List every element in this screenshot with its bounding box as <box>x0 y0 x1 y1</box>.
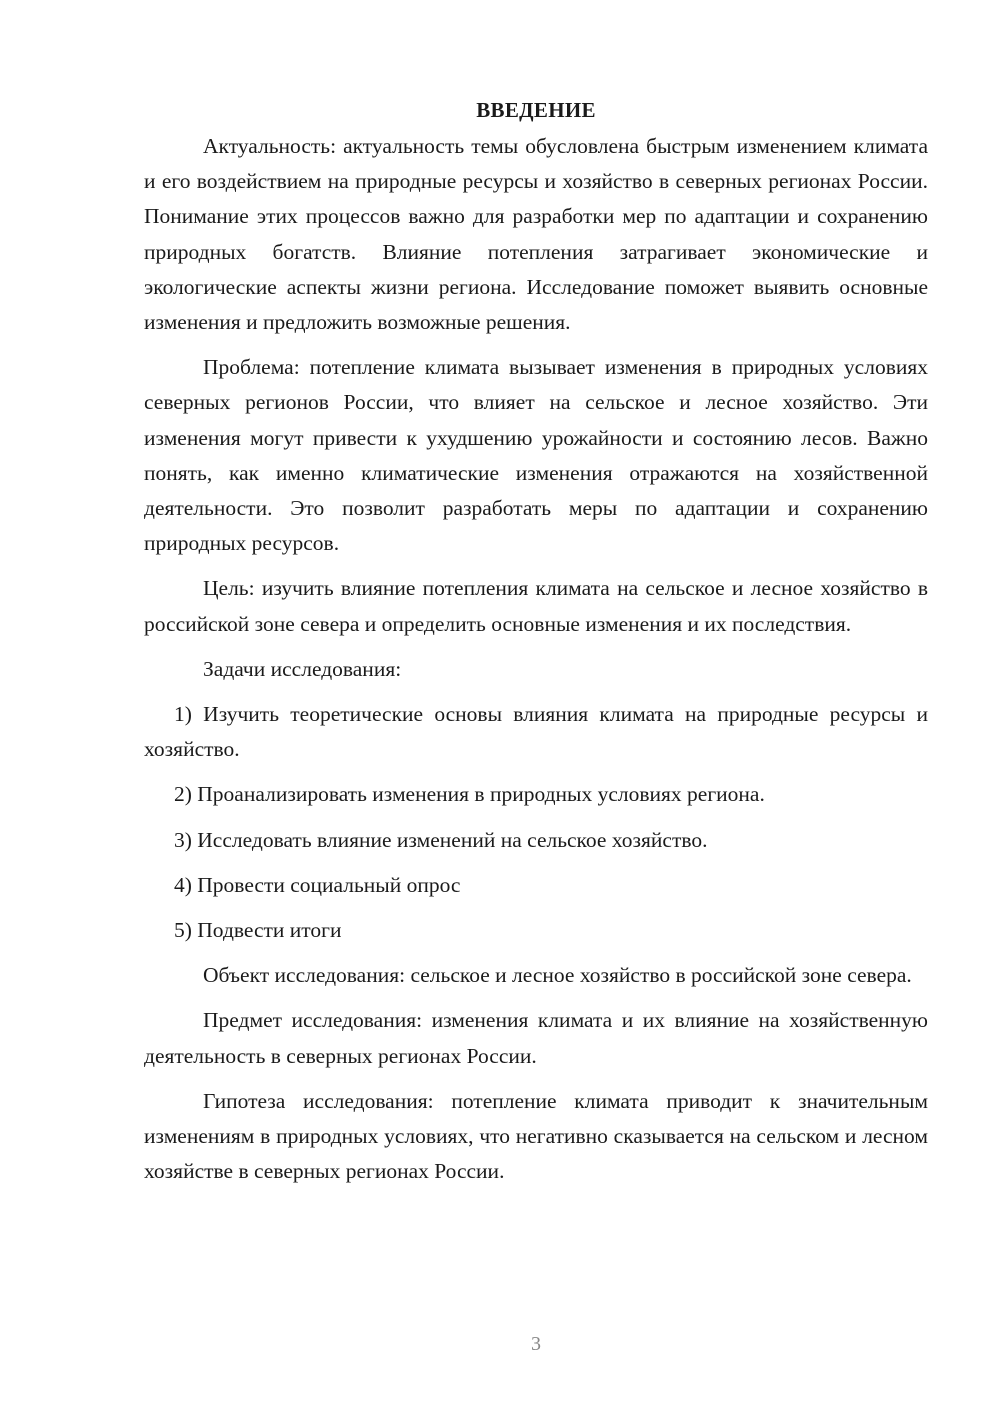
task-item-1: 1) Изучить теоретические основы влияния климата на природные ресурсы и хозяйство. <box>144 702 928 762</box>
subject-paragraph: Предмет исследования: изменения климата и их влияние на хозяйственную деятельность в северных регионах России. <box>144 1008 928 1068</box>
task-item-4: 4) Провести социальный опрос <box>174 872 461 897</box>
tasks-heading: Задачи исследования: <box>203 656 402 681</box>
page-number: 3 <box>531 1333 541 1355</box>
page-content <box>144 95 928 1199</box>
goal-paragraph: Цель: изучить влияние потепления климата на сельское и лесное хозяйство в российской зоне севера и определить основные изменения и их последствия. <box>144 576 928 636</box>
problem-paragraph: Проблема: потепление климата вызывает изменения в природных условиях северных регионов России, что влияет на сельское и лесное хозяйство. Эти изменения могут привести к ухудшению урожайности и состоянию лесов. Важно понять, как именно климатические изменения отражаются на хозяйственной деятельности. Это позволит разработать меры по адаптации и сохранению природных ресурсов. <box>144 355 928 556</box>
relevance-paragraph: Актуальность: актуальность темы обусловлена быстрым изменением климата и его воздействием на природные ресурсы и хозяйство в северных регионах России. Понимание этих процессов важно для разработки мер по адаптации и сохранению природных богатств. Влияние потепления затрагивает экономические и экологические аспекты жизни региона. Исследование поможет выявить основные изменения и предложить возможные решения. <box>144 134 928 335</box>
task-item-3: 3) Исследовать влияние изменений на сельское хозяйство. <box>174 827 708 852</box>
page-title: ВВЕДЕНИЕ <box>476 98 596 122</box>
hypothesis-paragraph: Гипотеза исследования: потепление климата приводит к значительным изменениям в природных условиях, что негативно сказывается на сельском и лесном хозяйстве в северных регионах России. <box>144 1088 928 1184</box>
task-item-5: 5) Подвести итоги <box>174 918 342 943</box>
object-paragraph: Объект исследования: сельское и лесное хозяйство в российской зоне севера. <box>203 963 912 988</box>
task-item-2: 2) Проанализировать изменения в природных условиях региона. <box>174 782 765 807</box>
